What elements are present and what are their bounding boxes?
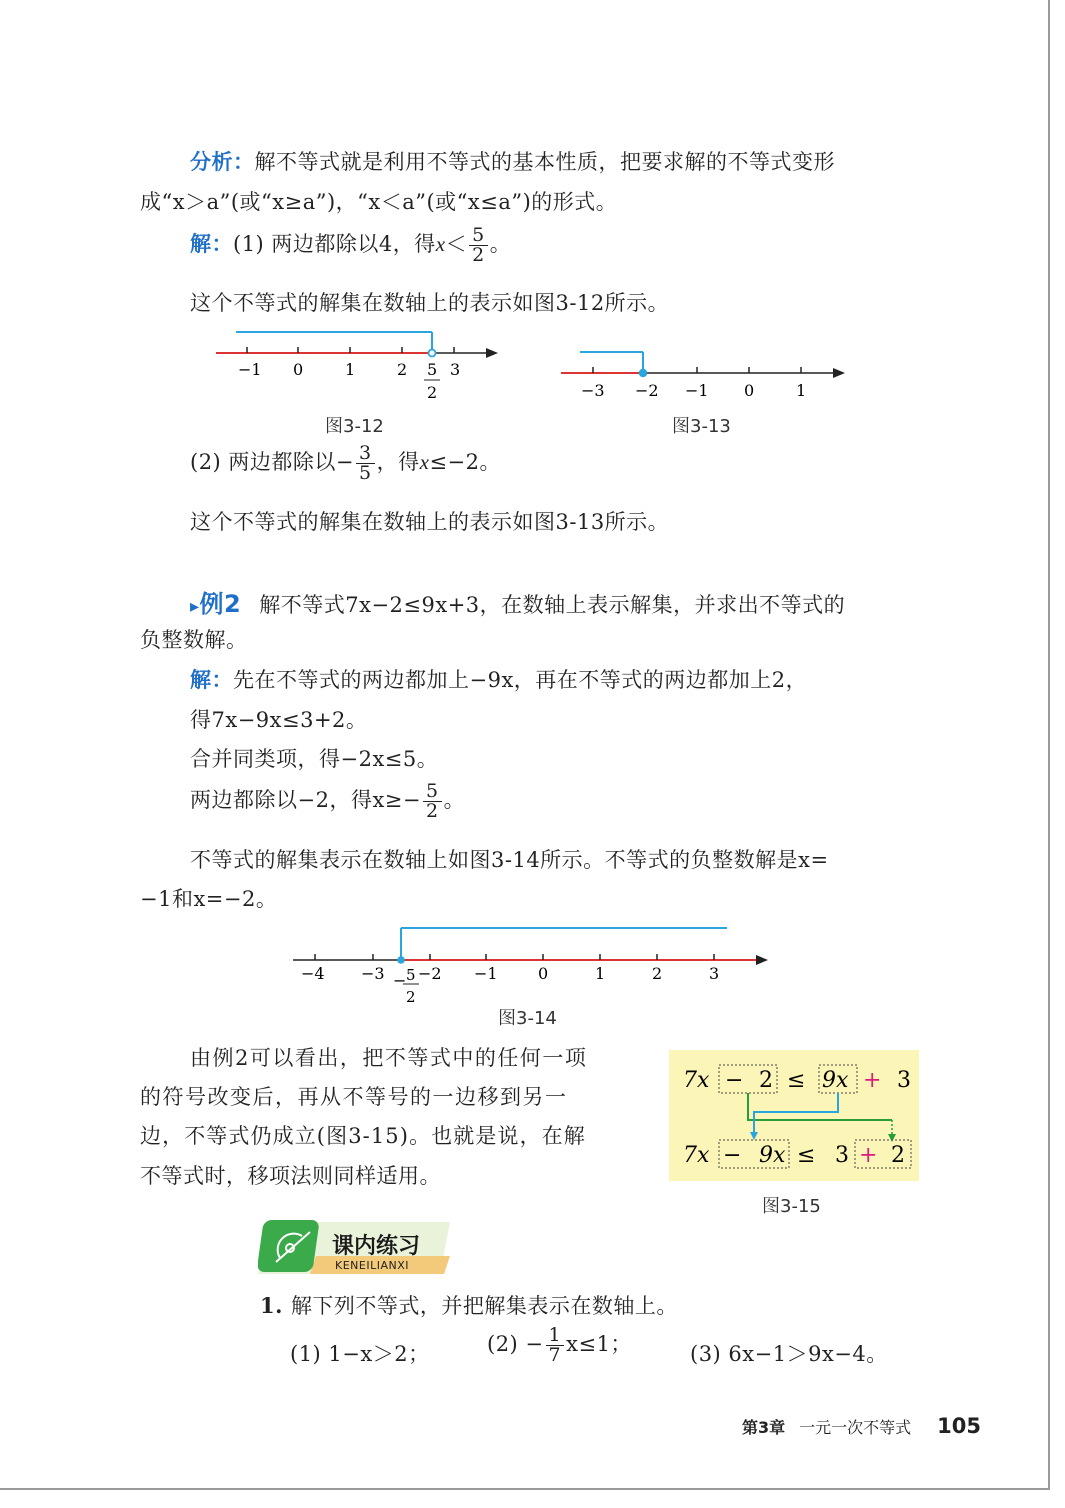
rule-line-1: 由例2可以看出，把不等式中的任何一项 [190,1046,588,1070]
example-2-line-1: ▸例2 解不等式7x−2≤9x+3，在数轴上表示解集，并求出不等式的 [190,590,846,618]
fig14-tick-label: 3 [709,964,720,983]
svg-text:7x: 7x [683,1068,710,1093]
solution-1-set-text: 这个不等式的解集在数轴上的表示如图3-12所示。 [190,291,670,315]
svg-text:≤: ≤ [797,1143,816,1168]
page-footer [742,1414,981,1438]
analysis-line-1 [190,146,835,176]
svg-text:2: 2 [759,1068,773,1093]
example-marker-icon: ▸ [190,596,200,617]
svg-text:3: 3 [897,1068,911,1093]
practice-title: 课内练习 [332,1234,421,1259]
fraction-three-fifths: $\frac{3}{5}$ [356,444,375,483]
fig14-tick-label: −3 [361,964,385,983]
fig13-tick-label: 1 [796,381,807,400]
fig12-tick-label: 0 [293,360,304,379]
solution-1-prefix: (1) 两边都除以4，得 [233,232,436,256]
svg-text:9x: 9x [822,1068,849,1093]
practice-q1-part-2: (2) − $\frac{1}{7}$ x≤1； [487,1324,632,1366]
solution-1-var: x [435,232,446,256]
fig14-point-den: 2 [406,988,416,1006]
example-2-label: 例2 [199,590,242,618]
svg-text:7x: 7x [683,1143,710,1168]
figure-3-12 [210,320,510,410]
practice-q1-part-3: (3) 6x−1＞9x−4。 [690,1342,888,1366]
figure-3-14-caption: 图3-14 [498,1008,557,1029]
figure-3-13 [555,340,855,405]
fig14-point-sign: − [393,971,407,990]
rule-line-4: 不等式时，移项法则同样适用。 [140,1164,441,1188]
fig13-tick-label: −1 [685,381,709,400]
solution-label: 解： [190,232,233,256]
fig12-tick-label: 3 [450,360,461,379]
example-2-solution-2: 得7x−9x≤3+2。 [190,708,368,732]
fig12-tick-label: −1 [238,360,262,379]
closed-point [397,956,405,964]
fig14-tick-label: 2 [652,964,663,983]
svg-text:2: 2 [891,1143,905,1168]
example-2-line-2: 负整数解。 [140,628,248,652]
open-point [429,350,436,357]
figure-3-12-caption: 图3-12 [325,416,384,437]
analysis-label: 分析： [190,150,255,174]
svg-text:3: 3 [835,1143,849,1168]
fig14-point-num: 5 [406,966,416,984]
figure-3-15-caption: 图3-15 [762,1196,821,1217]
transposition-diagram [669,1050,919,1181]
chapter-number: 第3章 [742,1418,786,1437]
fig13-tick-label: 0 [744,381,755,400]
fig12-point-num: 5 [427,360,438,379]
fig13-tick-label: −2 [635,381,659,400]
analysis-text-1: 解不等式就是利用不等式的基本性质，把要求解的不等式变形 [254,150,835,174]
fraction-five-halves: $\frac{5}{2}$ [423,782,442,821]
chapter-title: 一元一次不等式 [799,1418,912,1437]
rule-line-2: 的符号改变后，再从不等号的一边移到另一 [140,1085,568,1109]
fig14-tick-label: −1 [474,964,498,983]
practice-subtitle: KENEILIANXI [335,1259,409,1272]
page-number: 105 [937,1414,981,1438]
svg-text:+: + [863,1068,882,1093]
example-2-solution-1: 解：先在不等式的两边都加上−9x，再在不等式的两边都加上2， [190,668,808,692]
svg-text:−: − [725,1068,744,1093]
rule-line-3: 边，不等式仍成立(图3-15)。也就是说，在解 [140,1124,586,1148]
example-2-solution-6: −1和x=−2。 [140,887,278,911]
fig12-tick-label: 1 [345,360,356,379]
svg-text:+: + [859,1143,878,1168]
solution-1-line: 解：(1) 两边都除以4，得x＜ $\frac{5}{2}$ 。 [190,224,512,266]
closed-point [640,370,647,377]
fraction-five-halves: $\frac{5}{2}$ [469,226,488,265]
fraction-one-seventh: $\frac{1}{7}$ [546,1326,565,1365]
analysis-line-2: 成“x＞a”(或“x≥a”)，“x＜a”(或“x≤a”)的形式。 [140,190,618,214]
example-2-solution-4: 两边都除以−2，得x≥− $\frac{5}{2}$ 。 [190,780,466,822]
practice-question-1: 1. 解下列不等式，并把解集表示在数轴上。 [260,1293,678,1318]
example-2-solution-5: 不等式的解集表示在数轴上如图3-14所示。不等式的负整数解是x= [190,848,829,872]
fig12-point-den: 2 [427,383,438,402]
figure-3-14 [285,920,785,1012]
fig14-tick-label: 0 [538,964,549,983]
fig13-tick-label: −3 [581,381,605,400]
figure-3-15 [669,1050,919,1181]
solution-2-line: (2) 两边都除以− $\frac{3}{5}$ ，得x≤−2。 [190,442,502,484]
example-2-solution-3: 合并同类项，得−2x≤5。 [190,747,439,771]
solution-2-set-text: 这个不等式的解集在数轴上的表示如图3-13所示。 [190,510,670,534]
svg-text:9x: 9x [759,1143,786,1168]
practice-q1-part-1: (1) 1−x＞2； [290,1342,430,1366]
fig14-tick-label: −4 [301,964,325,983]
svg-text:−: − [723,1143,742,1168]
figure-3-13-caption: 图3-13 [672,416,731,437]
fig12-tick-label: 2 [397,360,408,379]
solution-1-rel: ＜ [445,232,468,256]
svg-text:≤: ≤ [787,1068,806,1093]
fig14-tick-label: 1 [595,964,606,983]
fig14-tick-label: −2 [418,964,442,983]
